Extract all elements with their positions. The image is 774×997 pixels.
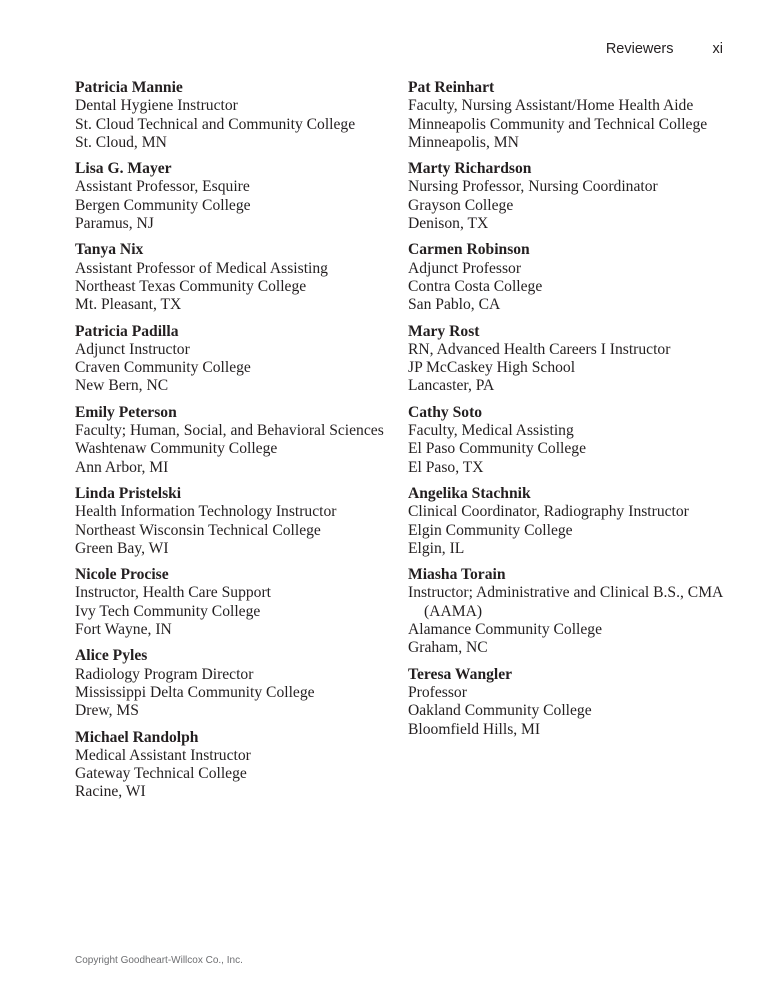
reviewer-title: RN, Advanced Health Careers I Instructor xyxy=(408,340,671,358)
reviewer-institution: Bergen Community College xyxy=(75,196,251,214)
reviewer-location: El Paso, TX xyxy=(408,458,484,476)
reviewer-location: Mt. Pleasant, TX xyxy=(75,296,182,314)
reviewer-institution: Contra Costa College xyxy=(408,277,543,295)
reviewers-right-column xyxy=(408,79,738,747)
reviewer-location: Lancaster, PA xyxy=(408,377,495,395)
reviewer-name: Pat Reinhart xyxy=(408,79,495,96)
reviewer-title: Nursing Professor, Nursing Coordinator xyxy=(408,178,658,196)
reviewer-name: Lisa G. Mayer xyxy=(75,160,172,178)
reviewer-location: Fort Wayne, IN xyxy=(75,621,172,639)
reviewer-location: Minneapolis, MN xyxy=(408,133,519,151)
reviewer-entry xyxy=(408,566,738,657)
reviewer-entry xyxy=(408,241,738,314)
reviewer-institution: Alamance Community College xyxy=(408,621,603,639)
reviewer-title: Faculty; Human, Social, and Behavioral Sciences xyxy=(75,422,384,440)
reviewer-name: Patricia Mannie xyxy=(75,79,183,96)
reviewer-location: Racine, WI xyxy=(75,783,146,801)
reviewer-institution: Elgin Community College xyxy=(408,521,573,539)
reviewer-entry xyxy=(75,241,395,314)
reviewer-location: Green Bay, WI xyxy=(75,539,169,557)
reviewer-title: Dental Hygiene Instructor xyxy=(75,97,238,115)
reviewer-name: Carmen Robinson xyxy=(408,241,530,259)
reviewer-title: Health Information Technology Instructor xyxy=(75,503,337,521)
copyright-footer: Copyright Goodheart-Willcox Co., Inc. xyxy=(75,955,243,966)
reviewer-institution: Ivy Tech Community College xyxy=(75,602,261,620)
reviewer-location: Drew, MS xyxy=(75,702,139,720)
reviewer-name: Marty Richardson xyxy=(408,160,532,178)
reviewer-name: Tanya Nix xyxy=(75,241,144,259)
reviewer-institution: Craven Community College xyxy=(75,359,251,377)
reviewer-institution: Mississippi Delta Community College xyxy=(75,683,315,701)
reviewer-title: Instructor, Health Care Support xyxy=(75,584,271,602)
reviewer-title: Assistant Professor, Esquire xyxy=(75,178,250,196)
reviewer-title: Clinical Coordinator, Radiography Instructor xyxy=(408,503,689,521)
reviewers-left-column xyxy=(75,79,395,810)
reviewer-location: Graham, NC xyxy=(408,639,488,657)
reviewer-institution: Minneapolis Community and Technical College xyxy=(408,115,708,133)
reviewer-name: Cathy Soto xyxy=(408,403,483,421)
reviewer-entry xyxy=(75,566,395,639)
reviewer-name: Nicole Procise xyxy=(75,566,169,584)
reviewer-name: Miasha Torain xyxy=(408,566,506,584)
reviewer-name: Teresa Wangler xyxy=(408,665,513,683)
reviewer-entry xyxy=(408,323,738,396)
reviewer-entry xyxy=(75,323,395,396)
reviewer-title: Assistant Professor of Medical Assisting xyxy=(75,259,328,277)
reviewer-name: Alice Pyles xyxy=(75,647,148,665)
reviewer-institution: Northeast Texas Community College xyxy=(75,277,307,295)
reviewer-title: Faculty, Nursing Assistant/Home Health Aide xyxy=(408,97,694,115)
reviewer-institution: Gateway Technical College xyxy=(75,765,247,783)
reviewer-institution: Grayson College xyxy=(408,196,514,214)
reviewer-name: Angelika Stachnik xyxy=(408,484,531,502)
reviewer-name: Mary Rost xyxy=(408,322,480,340)
reviewer-entry xyxy=(75,79,395,152)
reviewer-institution: Oakland Community College xyxy=(408,702,592,720)
reviewer-entry xyxy=(75,647,395,720)
reviewer-entry xyxy=(75,404,395,477)
reviewer-entry xyxy=(408,404,738,477)
page-number: xi xyxy=(712,41,723,57)
reviewer-location: Elgin, IL xyxy=(408,539,465,557)
reviewer-entry xyxy=(408,79,738,152)
page-header xyxy=(606,41,723,57)
reviewer-location: Denison, TX xyxy=(408,215,489,233)
reviewer-institution: Northeast Wisconsin Technical College xyxy=(75,521,321,539)
reviewer-institution: JP McCaskey High School xyxy=(408,359,576,377)
reviewer-institution: St. Cloud Technical and Community College xyxy=(75,115,356,133)
reviewer-title: Faculty, Medical Assisting xyxy=(408,422,574,440)
reviewer-entry xyxy=(408,485,738,558)
reviewer-title: Instructor; Administrative and Clinical B.S., CMA (AAMA) xyxy=(408,584,723,620)
reviewer-name: Michael Randolph xyxy=(75,728,199,746)
reviewer-entry xyxy=(75,485,395,558)
reviewer-entry xyxy=(75,160,395,233)
section-title: Reviewers xyxy=(605,41,674,57)
reviewer-location: Paramus, NJ xyxy=(75,215,154,233)
reviewer-location: New Bern, NC xyxy=(75,377,169,395)
reviewer-location: Ann Arbor, MI xyxy=(75,458,169,476)
reviewer-name: Patricia Padilla xyxy=(75,322,179,340)
reviewer-location: Bloomfield Hills, MI xyxy=(408,720,541,738)
reviewer-location: St. Cloud, MN xyxy=(75,133,167,151)
reviewer-location: San Pablo, CA xyxy=(408,296,501,314)
reviewer-title: Adjunct Professor xyxy=(408,259,522,277)
reviewer-institution: Washtenaw Community College xyxy=(75,440,278,458)
reviewer-title: Radiology Program Director xyxy=(75,665,254,683)
reviewer-institution: El Paso Community College xyxy=(408,440,587,458)
reviewer-title: Adjunct Instructor xyxy=(75,340,190,358)
reviewer-title: Professor xyxy=(408,683,467,701)
reviewer-entry xyxy=(75,729,395,802)
reviewer-title: Medical Assistant Instructor xyxy=(75,746,251,764)
reviewer-entry xyxy=(408,666,738,739)
reviewer-entry xyxy=(408,160,738,233)
reviewer-name: Emily Peterson xyxy=(75,403,177,421)
reviewer-name: Linda Pristelski xyxy=(75,484,182,502)
